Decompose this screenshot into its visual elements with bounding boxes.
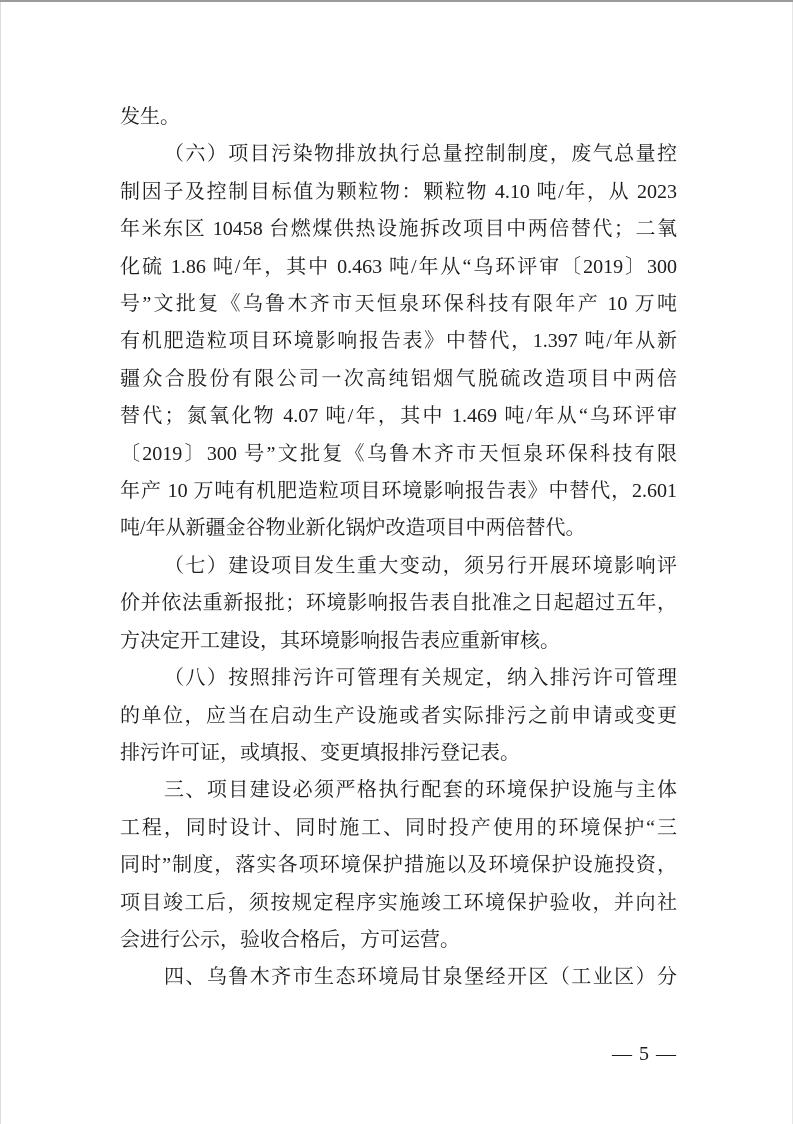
text-line: 发生。 — [120, 106, 180, 128]
text-line: 制因子及控制目标值为颗粒物：颗粒物 4.10 吨/年，从 2023 — [120, 180, 677, 203]
paragraph-continuation — [120, 99, 677, 136]
text-line: 四、乌鲁木齐市生态环境局甘泉堡经开区（工业区）分 — [164, 966, 677, 989]
text-line: 会进行公示，验收合格后，方可运营。 — [120, 928, 460, 951]
text-line: 年产 10 万吨有机肥造粒项目环境影响报告表》中替代，2.601 — [120, 480, 677, 503]
text-line: 化硫 1.86 吨/年，其中 0.463 吨/年从“乌环评审〔2019〕300 — [120, 255, 677, 278]
text-line: （八）按照排污许可管理有关规定，纳入排污许可管理 — [164, 667, 677, 690]
text-line: 疆众合股份有限公司一次高纯铝烟气脱硫改造项目中两倍 — [120, 367, 677, 390]
text-line: （六）项目污染物排放执行总量控制制度，废气总量控 — [164, 143, 677, 166]
text-line: 年米东区 10458 台燃煤供热设施拆改项目中两倍替代；二氧 — [120, 218, 677, 241]
text-line: 替代；氮氧化物 4.07 吨/年，其中 1.469 吨/年从“乌环评审 — [120, 405, 677, 428]
text-line: 〔2019〕300 号”文批复《乌鲁木齐市天恒泉环保科技有限 — [120, 442, 677, 465]
text-line: 排污许可证，或填报、变更填报排污登记表。 — [120, 741, 520, 764]
text-line: 价并依法重新报批；环境影响报告表自批准之日起超过五年， — [120, 592, 677, 615]
text-line: 的单位，应当在启动生产设施或者实际排污之前申请或变更 — [120, 704, 677, 727]
page-number: — 5 — — [612, 1043, 677, 1065]
paragraph-item-3 — [120, 772, 677, 959]
text-line: 项目竣工后，须按规定程序实施竣工环境保护验收，并向社 — [120, 891, 677, 914]
text-line: 有机肥造粒项目环境影响报告表》中替代，1.397 吨/年从新 — [120, 330, 677, 353]
text-line: 工程，同时设计、同时施工、同时投产使用的环境保护“三 — [120, 816, 677, 839]
paragraph-item-4 — [120, 959, 677, 996]
text-line: （七）建设项目发生重大变动，须另行开展环境影响评 — [164, 554, 677, 577]
text-line: 吨/年从新疆金谷物业新化锅炉改造项目中两倍替代。 — [120, 517, 586, 540]
text-line: 号”文批复《乌鲁木齐市天恒泉环保科技有限年产 10 万吨 — [120, 293, 677, 316]
text-line: 三、项目建设必须严格执行配套的环境保护设施与主体 — [164, 779, 677, 802]
paragraph-item-6 — [120, 136, 677, 547]
text-line: 方决定开工建设，其环境影响报告表应重新审核。 — [120, 629, 560, 652]
paragraph-item-8 — [120, 660, 677, 772]
document-body — [120, 99, 677, 997]
text-line: 同时”制度，落实各项环境保护措施以及环境保护设施投资， — [120, 854, 677, 877]
paragraph-item-7 — [120, 548, 677, 660]
